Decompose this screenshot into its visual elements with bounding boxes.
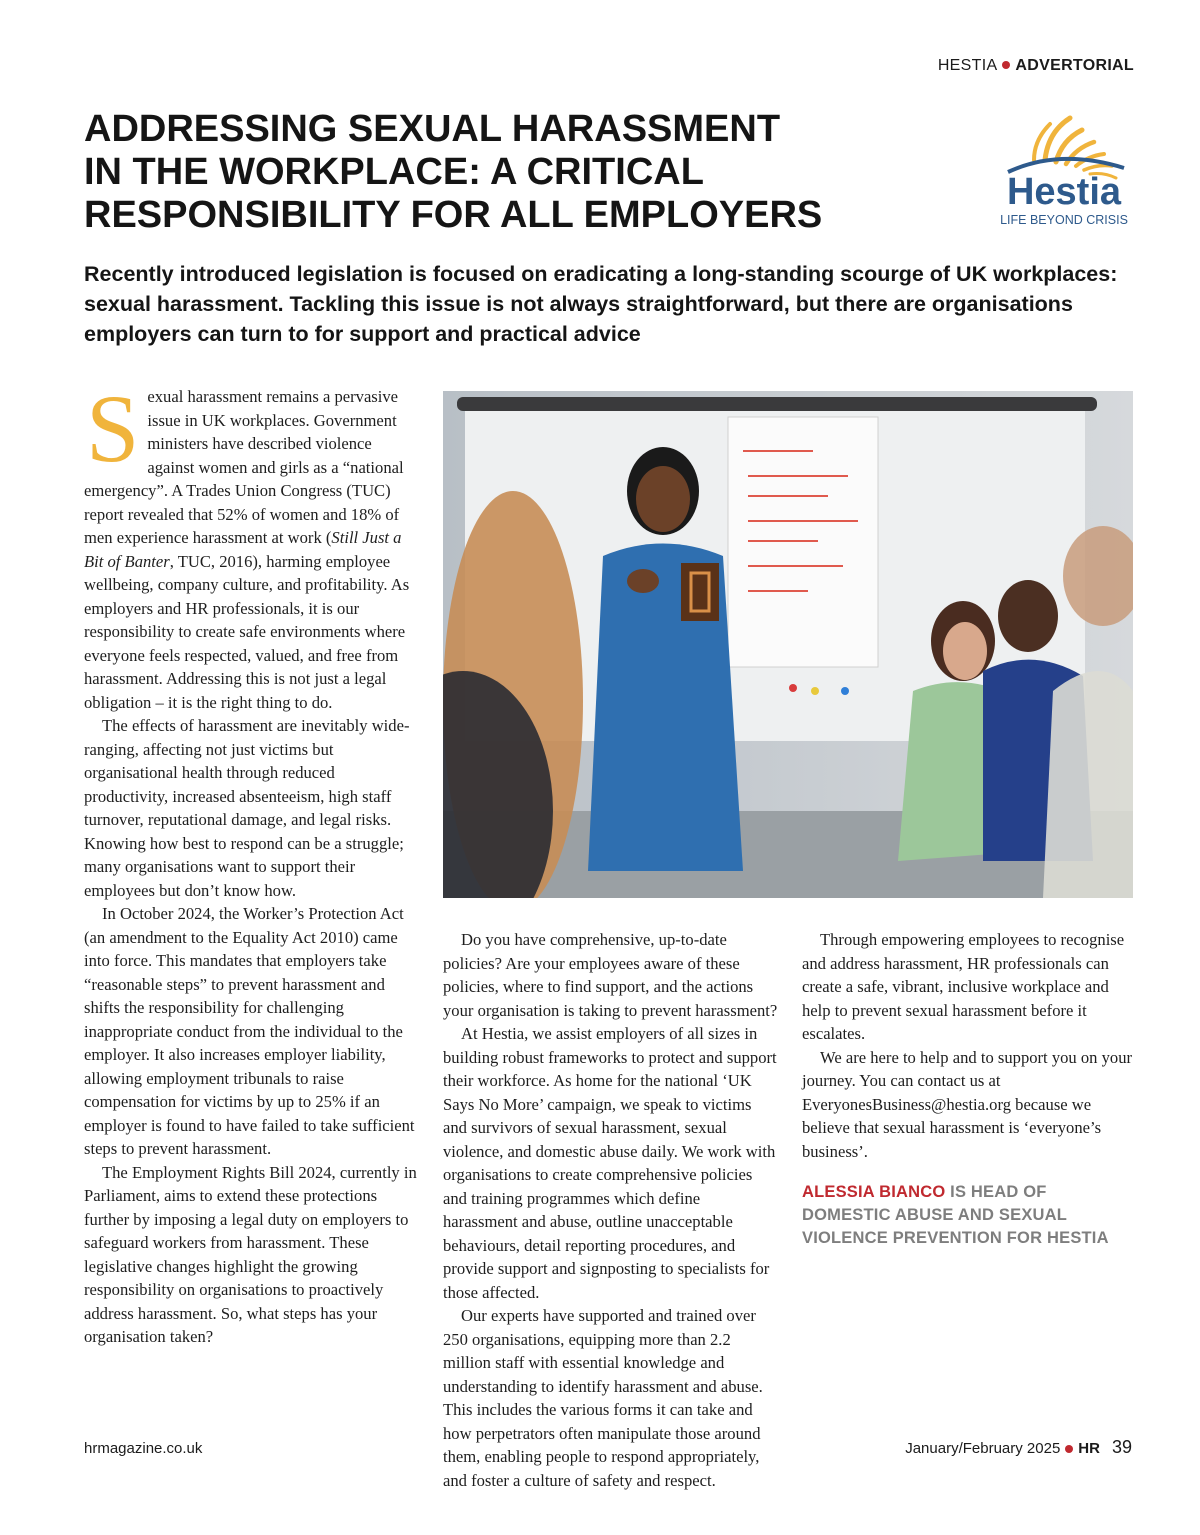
article-title (84, 108, 904, 237)
hestia-logo (990, 110, 1136, 230)
title-line: RESPONSIBILITY FOR ALL EMPLOYERS (84, 194, 823, 236)
logo-tagline: LIFE BEYOND CRISIS (1000, 213, 1128, 227)
paragraph: At Hestia, we assist employers of all sizes in building robust frameworks to protect and support their workforce. As home for the national ‘UK Says No More’ campaign, we speak to victims and survivors of sexual harassment, sexual violence, and domestic abuse daily. We work with organisations to create comprehensive policies and training programmes which define harassment and abuse, outline unacceptable behaviours, detail reporting procedures, and provide support and signposting to specialists for those affected. (443, 1024, 777, 1302)
training-session-photo (443, 391, 1133, 898)
author-bio (802, 1181, 1137, 1250)
drop-cap: S (86, 375, 140, 482)
folio (905, 1437, 1132, 1458)
paragraph: Do you have comprehensive, up-to-date policies? Are your employees aware of these policies, where to find support, and the actions your organisation is taking to prevent harassment? (443, 930, 778, 1020)
paragraph: Our experts have supported and trained over 250 organisations, equipping more than 2.2 million staff with essential knowledge and understanding to identify harassment and abuse. This includes the various forms it can take and how perpetrators often manipulate those around them, enabling people to respond appropriately, and foster a culture of safety and respect. (443, 1306, 763, 1490)
sun-rays-icon (1034, 118, 1116, 178)
paragraph (84, 1161, 419, 1349)
paragraph-text: exual harassment remains a pervasive issue in UK workplaces. Government ministers have described violence against women and girls as a “national emergency”. A Trades Union Congress (TUC) report revealed that 52% of women and 18% of men experience harassment at work ( (84, 387, 404, 547)
paragraph-text: , TUC, 2016), harming employee wellbeing, company culture, and profitability. As employers and HR professionals, it is our responsibility to create safe environments where everyone feels respected, valued, and free from harassment. Addressing this is not just a legal obligation – it is the right thing to do. (84, 551, 410, 712)
report-title: Still Just a Bit of Banter (84, 528, 402, 571)
article-column-2 (443, 928, 778, 1492)
title-line: ADDRESSING SEXUAL HARASSMENT (84, 108, 781, 150)
photo-illustration-icon (443, 391, 1133, 898)
bullet-dot-icon (1002, 61, 1010, 69)
paragraph-text: The Employment Rights Bill 2024, currently in Parliament, aims to extend these protections further by imposing a legal duty on employers to safeguard workers from harassment. These legislative changes highlight the growing responsibility on organisations to proactively address harassment. So, what steps has your organisation taken? (84, 1162, 417, 1346)
bullet-dot-icon (1065, 1445, 1073, 1453)
article-column-1 (84, 375, 419, 1349)
section-label (938, 57, 1134, 75)
title-line: IN THE WORKPLACE: A CRITICAL (84, 151, 704, 193)
magazine-name: HR (1078, 1440, 1100, 1457)
author-role: IS HEAD OF DOMESTIC ABUSE AND SEXUAL VIOLENCE PREVENTION FOR HESTIA (802, 1183, 1109, 1247)
paragraph: In October 2024, the Worker’s Protection Act (an amendment to the Equality Act 2010) came into force. This mandates that employers take “reasonable steps” to prevent harassment and shifts the responsibility for challenging inappropriate conduct from the individual to the employer. It also increases employer liability, allowing employment tribunals to raise compensation for victims by up to 25% if an employer is found to have failed to take sufficient steps to prevent harassment. (84, 904, 415, 1158)
page-number: 39 (1111, 1437, 1132, 1457)
website-link[interactable]: hrmagazine.co.uk (84, 1440, 203, 1457)
paragraph (84, 375, 419, 714)
paragraph: Through empowering employees to recognise and address harassment, HR professionals can create a safe, vibrant, inclusive workplace and help to prevent sexual harassment before it escalates. (802, 930, 1125, 1043)
article-column-3 (802, 928, 1137, 1250)
issue-date: January/February 2025 (905, 1440, 1061, 1457)
paragraph: We are here to help and to support you on your journey. You can contact us at EveryonesBusiness@hestia.org because we believe that sexual harassment is ‘everyone’s business’. (802, 1047, 1133, 1161)
standfirst: Recently introduced legislation is focused on eradicating a long-standing scourge of UK workplaces: sexual harassment. Tackling this issue is not always straightforward, but there are organisations employers can turn to for support and practical advice (84, 262, 1118, 346)
advertorial-label: ADVERTORIAL (1015, 57, 1134, 74)
logo-wordmark: Hestia (1006, 171, 1122, 213)
paragraph: The effects of harassment are inevitably wide-ranging, affecting not just victims but organisational health through reduced productivity, increased absenteeism, high staff turnover, reputational damage, and legal risks. Knowing how best to respond can be a struggle; many organisations want to support their employees but don’t know how. (84, 716, 410, 900)
author-name: ALESSIA BIANCO (802, 1183, 946, 1201)
brand-label: HESTIA (937, 57, 998, 74)
